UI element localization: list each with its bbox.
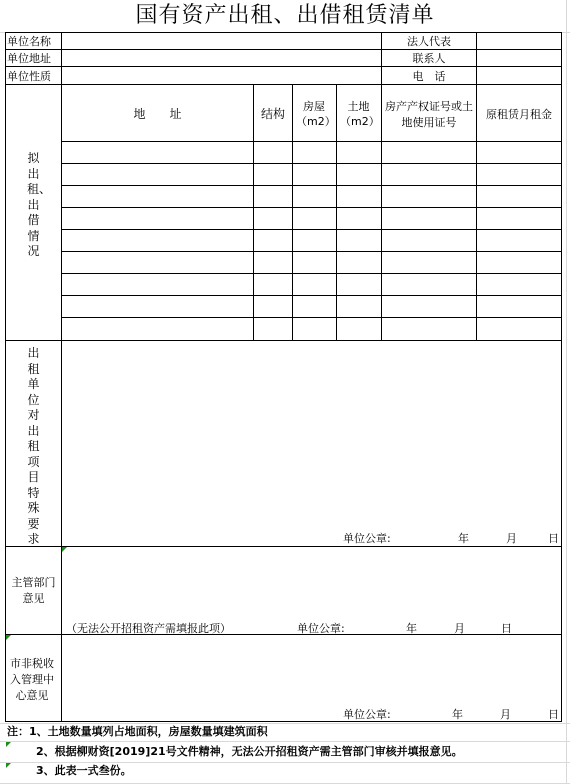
plan-cell-land[interactable] [337, 208, 381, 229]
plan-cell-address[interactable] [62, 208, 253, 229]
plan-cell-rent[interactable] [477, 186, 561, 207]
table-border [5, 32, 6, 722]
plan-cell-address[interactable] [62, 296, 253, 317]
grid-line [0, 723, 570, 724]
plan-cell-rent[interactable] [477, 164, 561, 185]
header-rent: 原租赁月租金 [486, 108, 552, 121]
header-land: 土地（m2） [340, 100, 380, 128]
plan-cell-address[interactable] [62, 252, 253, 273]
plan-cell-structure[interactable] [254, 208, 292, 229]
center-seal-label: 单位公章: [343, 708, 391, 721]
plan-cell-house[interactable] [293, 230, 336, 251]
center-side-label: 市非税收入管理中心意见 [10, 657, 54, 702]
table-border [5, 84, 562, 85]
plan-cell-address[interactable] [62, 274, 253, 295]
plan-cell-house[interactable] [293, 252, 336, 273]
plan-cell-land[interactable] [337, 164, 381, 185]
plan-cell-rent[interactable] [477, 230, 561, 251]
center-opinion-field[interactable] [62, 635, 561, 705]
plan-cell-house[interactable] [293, 186, 336, 207]
plan-cell-rent[interactable] [477, 296, 561, 317]
plan-cell-house[interactable] [293, 318, 336, 340]
legal-rep-label: 法人代表 [407, 35, 451, 48]
plan-cell-land[interactable] [337, 252, 381, 273]
footnote-3: 3、此表一式叁份。 [36, 764, 132, 777]
plan-cell-structure[interactable] [254, 252, 292, 273]
plan-cell-certificate[interactable] [382, 318, 476, 340]
plan-cell-structure[interactable] [254, 318, 292, 340]
header-house: 房屋（m2） [296, 100, 336, 128]
unit-nature-label: 单位性质 [7, 70, 51, 83]
plan-cell-address[interactable] [62, 230, 253, 251]
header-certificate: 房产产权证号或土地使用证号 [385, 100, 473, 129]
plan-cell-address[interactable] [62, 142, 253, 163]
plan-cell-land[interactable] [337, 186, 381, 207]
unit-address-label: 单位地址 [7, 52, 51, 65]
plan-cell-certificate[interactable] [382, 296, 476, 317]
plan-cell-rent[interactable] [477, 142, 561, 163]
plan-cell-house[interactable] [293, 164, 336, 185]
plan-cell-certificate[interactable] [382, 252, 476, 273]
center-day: 日 [548, 708, 559, 721]
center-month: 月 [500, 708, 511, 721]
grid-line [0, 762, 570, 763]
plan-cell-address[interactable] [62, 164, 253, 185]
table-border [561, 32, 562, 722]
dept-year: 年 [406, 622, 417, 635]
plan-cell-land[interactable] [337, 274, 381, 295]
plan-cell-certificate[interactable] [382, 164, 476, 185]
plan-cell-certificate[interactable] [382, 230, 476, 251]
plan-cell-certificate[interactable] [382, 274, 476, 295]
requirements-field[interactable] [62, 341, 561, 531]
dept-month: 月 [454, 622, 465, 635]
header-structure: 结构 [260, 107, 285, 121]
requirements-day: 日 [548, 532, 559, 545]
plan-cell-rent[interactable] [477, 318, 561, 340]
unit-name-field[interactable] [62, 33, 381, 49]
plan-cell-address[interactable] [62, 318, 253, 340]
grid-line [566, 0, 567, 784]
dept-day: 日 [501, 622, 512, 635]
requirements-year: 年 [458, 532, 469, 545]
dept-opinion-field[interactable] [62, 547, 561, 619]
plan-cell-rent[interactable] [477, 252, 561, 273]
comment-marker [6, 742, 11, 747]
plan-side-label: 拟出租、出借情况 [27, 151, 52, 258]
requirements-side-label: 出租单位对出租项目特殊要求 [27, 346, 40, 546]
dept-note: （无法公开招租资产需填报此项） [66, 622, 231, 635]
grid-line [0, 741, 570, 742]
plan-cell-land[interactable] [337, 318, 381, 340]
plan-cell-structure[interactable] [254, 296, 292, 317]
plan-cell-structure[interactable] [254, 230, 292, 251]
dept-side-label: 主管部门意见 [11, 576, 56, 605]
phone-label: 电 话 [412, 70, 446, 83]
plan-cell-house[interactable] [293, 296, 336, 317]
requirements-seal-label: 单位公章: [343, 532, 391, 545]
plan-cell-address[interactable] [62, 186, 253, 207]
footnote-1: 注：1、土地数量填列占地面积，房屋数量填建筑面积 [7, 725, 268, 738]
unit-address-field[interactable] [62, 50, 381, 66]
plan-cell-certificate[interactable] [382, 208, 476, 229]
table-border [5, 721, 562, 722]
footnote-2: 2、根据柳财资[2019]21号文件精神，无法公开招租资产需主管部门审核并填报意见。 [36, 745, 463, 758]
unit-name-label: 单位名称 [7, 35, 51, 48]
plan-cell-certificate[interactable] [382, 142, 476, 163]
plan-cell-land[interactable] [337, 296, 381, 317]
page-title: 国有资产出租、出借租赁清单 [135, 3, 435, 28]
legal-rep-field[interactable] [477, 33, 561, 49]
header-address: 地 址 [133, 107, 182, 121]
comment-marker [6, 763, 11, 768]
unit-nature-field[interactable] [62, 67, 381, 84]
comment-marker [6, 635, 11, 640]
center-year: 年 [452, 708, 463, 721]
plan-cell-rent[interactable] [477, 274, 561, 295]
plan-cell-structure[interactable] [254, 142, 292, 163]
contact-field[interactable] [477, 50, 561, 66]
plan-cell-land[interactable] [337, 230, 381, 251]
plan-cell-structure[interactable] [254, 164, 292, 185]
phone-field[interactable] [477, 67, 561, 84]
dept-seal-label: 单位公章: [297, 622, 345, 635]
plan-cell-structure[interactable] [254, 186, 292, 207]
plan-cell-house[interactable] [293, 274, 336, 295]
plan-cell-house[interactable] [293, 142, 336, 163]
plan-cell-rent[interactable] [477, 208, 561, 229]
plan-cell-house[interactable] [293, 208, 336, 229]
plan-cell-certificate[interactable] [382, 186, 476, 207]
plan-cell-structure[interactable] [254, 274, 292, 295]
requirements-month: 月 [506, 532, 517, 545]
contact-label: 联系人 [412, 52, 446, 65]
plan-cell-land[interactable] [337, 142, 381, 163]
